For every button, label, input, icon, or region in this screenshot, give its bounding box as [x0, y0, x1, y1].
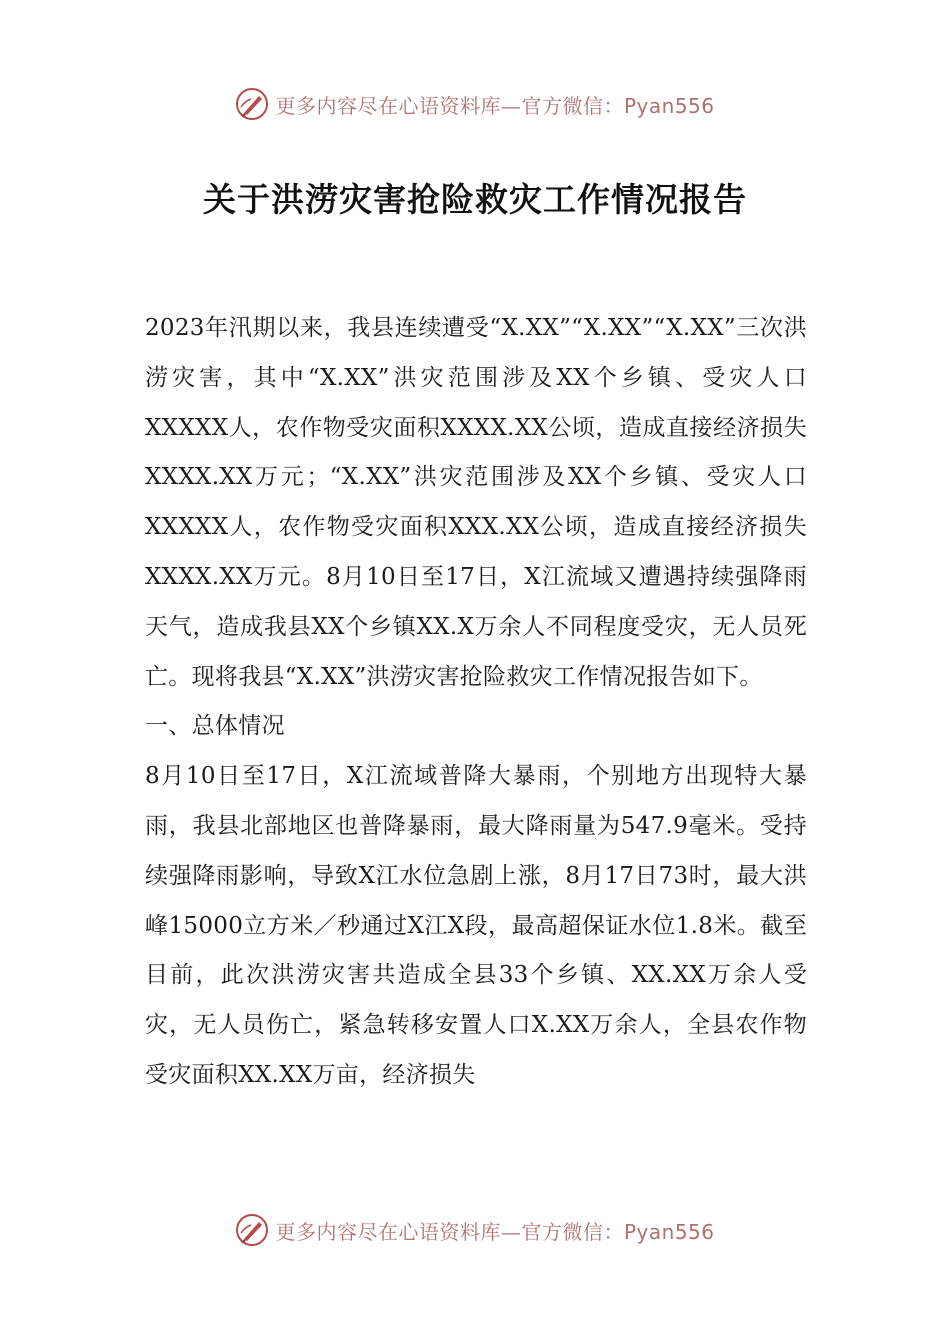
wechat-id-bottom: Pyan556: [623, 1219, 715, 1244]
quill-pen-logo-icon: [235, 1213, 269, 1247]
paragraph-intro: 2023年汛期以来，我县连续遭受“X.XX”“X.XX”“X.XX”三次洪涝灾害，其中“X.XX”洪灾范围涉及XX个乡镇、受灾人口XXXXX人，农作物受灾面积XXXX.XX公顷，造成直接经济损失XXXX.XX万元；“X.XX”洪灾范围涉及XX个乡镇、受灾人口XXXXX人，农作物受灾面积XXX.XX公顷，造成直接经济损失XXXX.XX万元。8月10日至17日，X江流域又遭遇持续强降雨天气，造成我县XX个乡镇XX.X万余人不同程度受灾，无人员死亡。现将我县“X.XX”洪涝灾害抢险救灾工作情况报告如下。: [145, 315, 807, 690]
paragraph-overview: 8月10日至17日，X江流域普降大暴雨，个别地方出现特大暴雨，我县北部地区也普降暴雨，最大降雨量为547.9毫米。受持续强降雨影响，导致X江水位急剧上涨，8月17日73时，最大洪峰15000立方米／秒通过X江X段，最高超保证水位1.8米。截至目前，此次洪涝灾害共造成全县33个乡镇、XX.XX万余人受灾，无人员伤亡，紧急转移安置人口X.XX万余人，全县农作物受灾面积XX.XX万亩，经济损失: [145, 763, 807, 1088]
watermark-banner-top: [0, 82, 950, 126]
watermark-banner-bottom: [0, 1208, 950, 1252]
watermark-text-top: 更多内容尽在心语资料库—官方微信：Pyan556: [275, 93, 715, 118]
section-heading: 一、总体情况: [145, 713, 285, 740]
document-title: 关于洪涝灾害抢险救灾工作情况报告: [203, 180, 747, 219]
wechat-id-top: Pyan556: [623, 93, 715, 118]
document-body: [145, 304, 807, 1101]
watermark-text-bottom: 更多内容尽在心语资料库—官方微信：Pyan556: [275, 1219, 715, 1244]
quill-pen-logo-icon: [235, 87, 269, 121]
